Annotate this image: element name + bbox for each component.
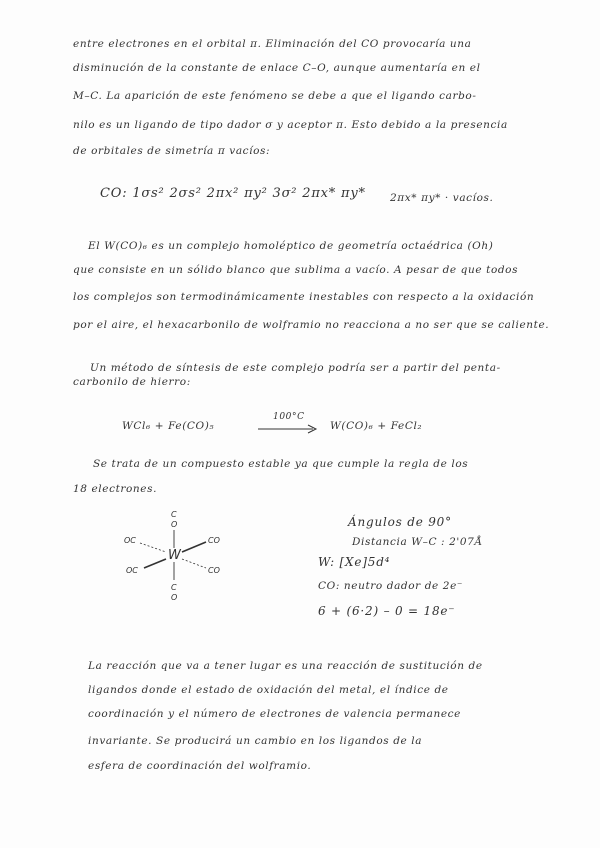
molecule-label: OC — [126, 566, 138, 575]
reaction-arrow-icon — [258, 424, 320, 434]
paragraph2-line: por el aire, el hexacarbonilo de wolframio no reacciona a no ser que se caliente. — [73, 319, 550, 331]
paragraph4-line: 18 electrones. — [73, 483, 158, 495]
reaction-products: W(CO)₆ + FeCl₂ — [330, 420, 423, 432]
paragraph2-line: los complejos son termodinámicamente inestables con respecto a la oxidación — [73, 291, 535, 303]
molecule-label: OC — [124, 536, 136, 545]
molecule-label: CO — [208, 536, 220, 545]
paragraph1-line: disminución de la constante de enlace C–O, aunque aumentaría en el — [73, 62, 481, 74]
paragraph1-line: de orbitales de simetría π vacíos: — [73, 145, 271, 157]
mo-configuration: CO: 1σs² 2σs² 2πx² πy² 3σ² 2πx* πy* — [100, 186, 366, 201]
paragraph4-line: Se trata de un compuesto estable ya que cumple la regla de los — [93, 458, 469, 470]
paragraph5-line: invariante. Se producirá un cambio en los ligandos de la — [88, 735, 423, 747]
paragraph3-line: carbonilo de hierro: — [73, 376, 191, 388]
property-angles: Ángulos de 90° — [348, 515, 452, 529]
paragraph1-line: M–C. La aparición de este fenómeno se debe a que el ligando carbo- — [73, 90, 477, 102]
property-ligand: CO: neutro dador de 2e⁻ — [318, 580, 464, 592]
paragraph5-line: ligandos donde el estado de oxidación del metal, el índice de — [88, 684, 449, 696]
reaction-arrow-label: 100°C — [273, 412, 305, 422]
property-distance: Distancia W–C : 2'07Å — [352, 536, 483, 548]
paragraph2-line: El W(CO)₆ es un complejo homoléptico de geometría octaédrica (Oh) — [88, 240, 494, 252]
reaction-reactants: WCl₆ + Fe(CO)₅ — [122, 420, 215, 432]
property-electron-count: 6 + (6·2) – 0 = 18e⁻ — [318, 604, 456, 618]
paragraph5-line: La reacción que va a tener lugar es una reacción de sustitución de — [88, 660, 483, 672]
property-electron-config: W: [Xe]5d⁴ — [318, 555, 391, 569]
octahedral-structure-diagram — [118, 508, 228, 603]
molecule-label: O — [171, 593, 178, 602]
paragraph1-line: nilo es un ligando de tipo dador σ y aceptor π. Esto debido a la presencia — [73, 119, 508, 131]
molecule-label: O — [171, 520, 178, 529]
molecule-label: C — [171, 583, 177, 592]
paragraph1-line: entre electrones en el orbital π. Eliminación del CO provocaría una — [73, 38, 472, 50]
molecule-label: C — [171, 510, 177, 519]
paragraph5-line: coordinación y el número de electrones de valencia permanece — [88, 708, 461, 720]
mo-vacant-note: 2πx* πy* · vacíos. — [390, 192, 494, 204]
paragraph5-line: esfera de coordinación del wolframio. — [88, 760, 312, 772]
molecule-center: W — [168, 548, 181, 563]
paragraph2-line: que consiste en un sólido blanco que sublima a vacío. A pesar de que todos — [73, 264, 519, 276]
molecule-label: CO — [208, 566, 220, 575]
paragraph3-line: Un método de síntesis de este complejo podría ser a partir del penta- — [90, 362, 501, 374]
